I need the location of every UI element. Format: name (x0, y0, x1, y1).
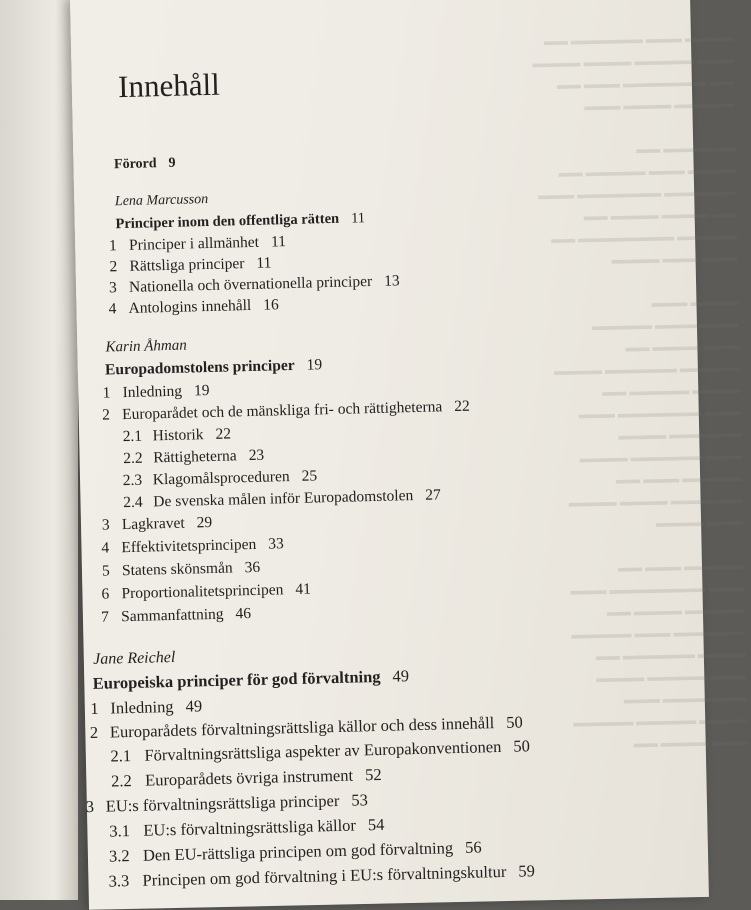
toc-entry: 2 Europarådets förvaltningsrättsliga källor och dess innehåll 50 (89, 712, 523, 743)
toc-entry: 3 Lagkravet 29 (101, 513, 213, 534)
foreword-entry: Förord 9 (113, 155, 176, 173)
toc-entry: 6 Proportionalitetsprincipen 41 (101, 580, 312, 603)
toc-entry: 5 Statens skönsmån 36 (101, 558, 261, 580)
toc-entry: 3.3 Principen om god förvaltning i EU:s förvaltningskultur 59 (108, 861, 536, 891)
chapter-author: Karin Åhman (105, 337, 187, 356)
chapter-title: Europadomstolens principer 19 (104, 356, 323, 379)
toc-entry: 1 Inledning 19 (102, 382, 210, 402)
show-through-text: ▬▬▬▬ ▬▬▬ ▬▬▬▬▬▬ ▬▬ ▬▬▬ ▬▬▬▬▬ ▬▬▬▬ ▬▬▬▬ ▬▬ ▬▬▬▬▬▬▬ ▬▬▬ ▬▬ ▬▬▬▬▬ ▬▬▬▬ ▬▬▬ ▬▬▬▬▬▬ ▬▬ ▬▬▬▬ ▬▬▬ ▬▬▬▬▬ ▬▬ ▬▬▬▬▬▬ ▬▬▬▬▬▬▬ ▬▬▬ ▬▬ ▬▬▬▬ ▬▬▬▬ ▬▬ ▬▬▬▬▬ ▬▬▬▬▬▬▬▬ ▬▬ ▬▬▬ ▬▬▬ ▬▬▬▬ ▬▬▬▬ ▬▬▬ ▬▬▬▬▬▬▬ ▬▬▬▬▬ ▬▬▬ ▬▬▬▬ ▬▬ ▬▬▬▬▬ ▬▬▬▬▬▬ ▬▬▬▬ ▬▬▬▬ ▬▬▬▬▬ ▬▬ ▬▬▬ ▬▬▬▬▬▬▬ ▬▬▬ ▬▬▬▬▬▬ ▬▬▬▬ ▬▬▬ ▬▬▬▬▬▬ ▬▬▬▬ ▬▬▬▬▬ ▬▬▬ ▬▬ ▬▬▬▬▬▬ ▬▬▬▬ ▬▬▬▬ ▬▬▬ ▬▬▬▬ ▬▬▬▬▬ ▬▬▬ ▬▬ ▬▬▬ ▬▬▬▬▬▬▬▬ ▬▬▬ ▬▬▬▬▬ ▬▬▬▬ ▬▬ ▬▬▬▬▬▬ ▬▬▬ ▬▬▬▬▬ ▬▬▬▬ ▬▬▬▬▬▬ ▬▬ ▬▬▬ ▬▬▬▬▬ ▬▬▬▬ ▬▬▬▬▬▬▬ ▬▬▬ ▬▬▬▬ ▬▬▬▬▬ ▬▬▬▬▬ ▬▬▬ ▬▬▬▬ ▬▬ (532, 30, 748, 751)
toc-entry: 2.3 Klagomålsproceduren 25 (122, 467, 318, 490)
chapter-title: Principer inom den offentliga rätten 11 (115, 210, 366, 233)
toc-entry: 1 Inledning 49 (90, 696, 203, 719)
toc-entry: 2.1 Förvaltningsrättsliga aspekter av Europakonventionen 50 (110, 736, 531, 766)
toc-entry: 1 Principer i allmänhet 11 (108, 233, 287, 255)
toc-entry: 3.2 Den EU-rättsliga principen om god förvaltning 56 (108, 837, 482, 866)
toc-entry: 2 Rättsliga principer 11 (109, 254, 272, 276)
chapter-author: Lena Marcusson (114, 191, 209, 210)
toc-entry: 2.4 De svenska målen inför Europadomstolen 27 (123, 486, 441, 512)
toc-entry: 2.2 Europarådets övriga instrument 52 (110, 764, 382, 791)
toc-entry: 3 Nationella och övernationella principer 13 (108, 272, 400, 297)
chapter-title: Europeiska principer för god förvaltning 49 (92, 666, 410, 693)
toc-entry: 4 Antologins innehåll 16 (108, 296, 279, 318)
toc-entry: 3.1 EU:s förvaltningsrättsliga källor 54 (109, 814, 385, 841)
toc-entry: 7 Sammanfattning 46 (100, 605, 252, 626)
toc-entry: 3 EU:s förvaltningsrättsliga principer 53 (85, 790, 369, 817)
chapter-author: Jane Reichel (92, 648, 176, 668)
toc-entry: 2.2 Rättigheterna 23 (123, 446, 265, 468)
toc-entry: 2 Europarådet och de mänskliga fri- och rättigheterna 22 (101, 397, 470, 424)
page-title: Innehåll (117, 66, 221, 105)
toc-entry: 2.1 Historik 22 (122, 425, 232, 446)
toc-entry: 4 Effektivitetsprincipen 33 (101, 535, 284, 557)
